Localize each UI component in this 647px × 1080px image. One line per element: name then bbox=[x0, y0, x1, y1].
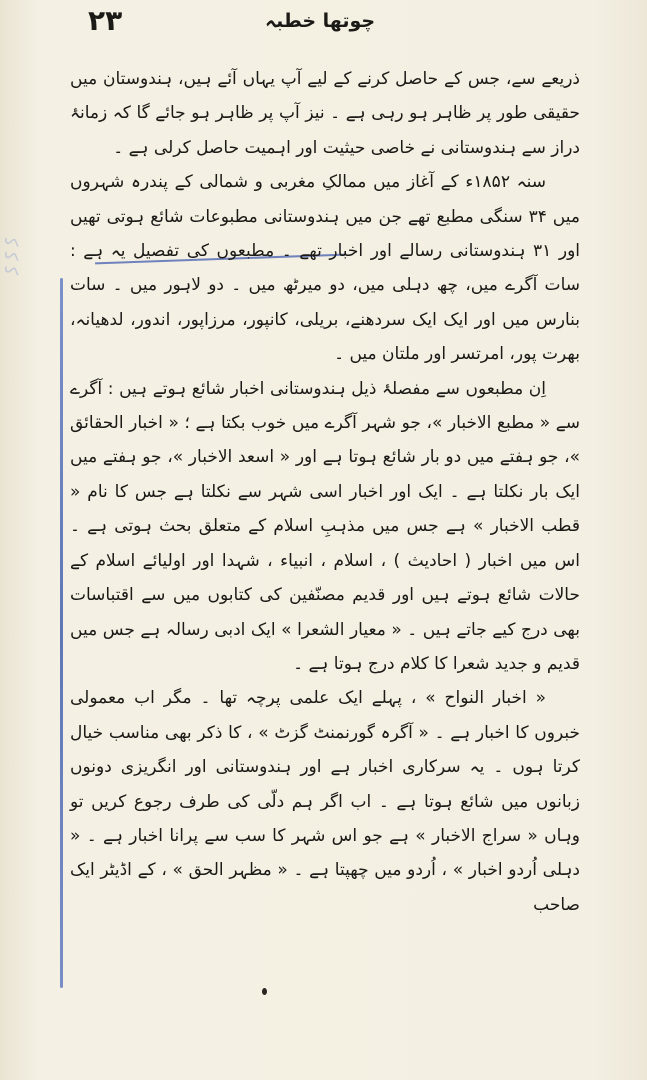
paragraph-2: سنہ ۱۸۵۲ء کے آغاز میں ممالکِ مغربی و شمالی کے پندرہ شہروں میں ۳۴ سنگی مطبع تھے جن میں ہندوستانی مطبوعات شائع ہوتی تھیں اور ۳۱ ہندوستانی رسالے اور اخبار تھے ۔ مطبعوں کی تفصیل یہ ہے : سات آگرے میں، چھ دہلی میں، دو میرٹھ میں ۔ دو لاہور میں ۔ سات بنارس میں اور ایک ایک سردھنے، بریلی، کانپور، مرزاپور، اندور، لدھیانہ، بھرت پور، امرتسر اور ملتان میں ۔ bbox=[70, 172, 581, 365]
paragraph-3: اِن مطبعوں سے مفصلۂ ذیل ہندوستانی اخبار شائع ہوتے ہیں : آگرے سے « مطبع الاخبار »، جو شہر آگرے میں خوب بکتا ہے ؛ « اخبار الحقائق »، جو ہفتے میں دو بار شائع ہوتا ہے اور « اسعد الاخبار »، جو ہفتے میں ایک بار نکلتا ہے ۔ ایک اور اخبار اسی شہر سے نکلتا ہے جس کا نام « قطب الاخبار » ہے جس میں مذہبِ اسلام کے متعلق بحث ہوتی ہے ۔ اس میں اخبار ( احادیث ) ، اسلام ، انبیاء ، شہدا اور اولیائے اسلام کے حالات شائع ہوتے ہیں اور قدیم مصنّفین کی کتابوں میں سے اقتباسات بھی درج کیے جاتے ہیں ۔ « معیار الشعرا » ایک ادبی رسالہ ہے جس میں قدیم و جدید شعرا کا کلام درج ہوتا ہے ۔ bbox=[70, 378, 580, 674]
page-number: ۲۳ bbox=[88, 4, 123, 37]
pencil-margin-line bbox=[60, 278, 63, 988]
ink-dot bbox=[262, 988, 267, 995]
paragraph-1: ذریعے سے، جس کے حاصل کرنے کے لیے آپ یہاں آئے ہیں، ہندوستان میں حقیقی طور پر ظاہر ہو رہی ہے ۔ نیز آپ پر ظاہر ہو جائے گا کہ زمانۂ دراز سے ہندوستانی نے خاصی حیثیت اور اہمیت حاصل کرلی ہے ۔ bbox=[70, 69, 580, 158]
body-text bbox=[70, 62, 580, 922]
paragraph-4: « اخبار النواح » ، پہلے ایک علمی پرچہ تھا ۔ مگر اب معمولی خبروں کا اخبار ہے ۔ « آگرہ گورنمنٹ گزٹ » ، کا ذکر بھی مناسب خیال کرتا ہوں ۔ یہ سرکاری اخبار ہے اور ہندوستانی اور انگریزی دونوں زبانوں میں شائع ہوتا ہے ۔ اب اگر ہم دلّی کی طرف رجوع کریں تو وہاں « سراج الاخبار » ہے جو اس شہر کا سب سے پرانا اخبار ہے ۔ « دہلی اُردو اخبار » ، اُردو میں چھپتا ہے ۔ « مظہر الحق » ، کے اڈیٹر ایک صاحب bbox=[70, 688, 580, 915]
ink-bleed-marks: ﮐ ﮐ ﮐ bbox=[0, 238, 21, 276]
running-head: چوتھا خطبہ bbox=[264, 10, 376, 32]
